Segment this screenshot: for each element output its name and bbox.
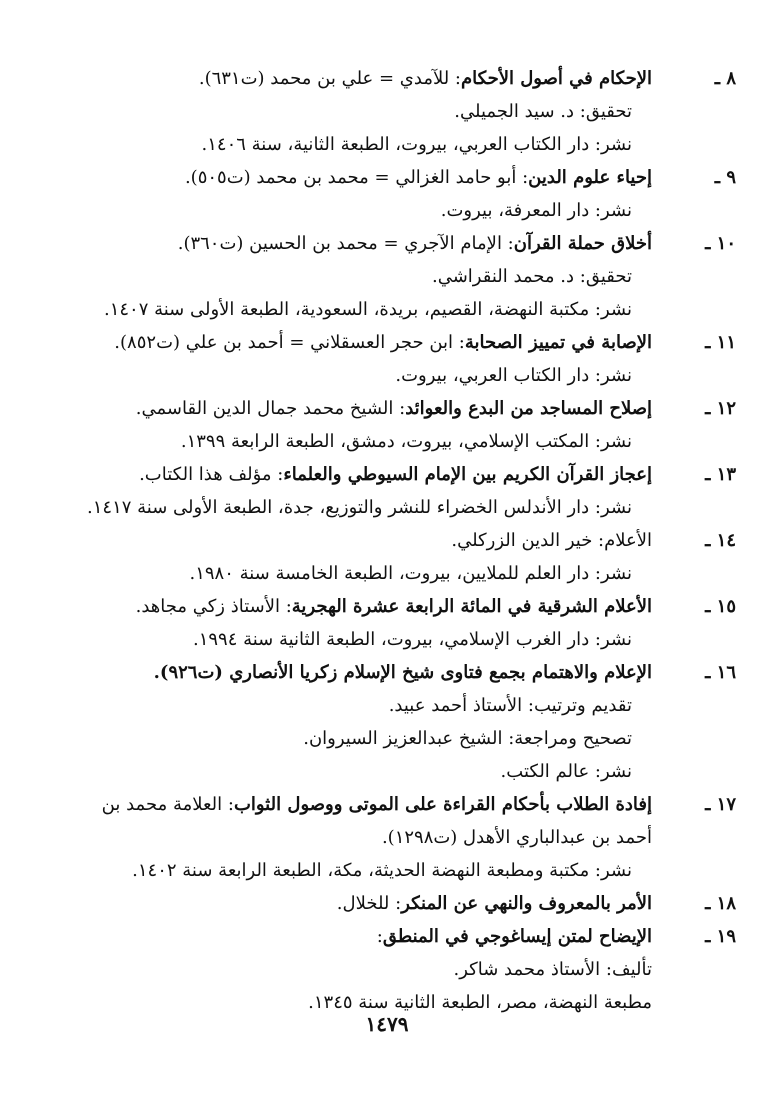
entry-number: ١١ ـ <box>705 332 736 353</box>
bibliography-entry-13 <box>0 458 774 524</box>
bibliography-entry-19 <box>0 920 774 1019</box>
bibliography-entry-15 <box>0 590 774 656</box>
entry-title: إصلاح المساجد من البدع والعوائد <box>405 398 652 419</box>
entry-title: الأمر بالمعروف والنهي عن المنكر <box>401 893 652 914</box>
bibliography-page <box>0 62 774 1019</box>
entry-title-continuation: أحمد بن عبدالباري الأهدل (ت١٢٩٨). <box>381 827 652 848</box>
entry-number: ٩ ـ <box>714 167 736 188</box>
entry-number: ١٦ ـ <box>705 662 736 683</box>
entry-detail: نشر: دار الغرب الإسلامي، بيروت، الطبعة الثانية سنة ١٩٩٤. <box>192 629 632 650</box>
entry-number: ١٥ ـ <box>705 596 736 617</box>
entry-title: إفادة الطلاب بأحكام القراءة على الموتى ووصول الثواب <box>233 794 652 815</box>
bibliography-entry-9 <box>0 161 774 227</box>
entry-title: الإعلام والاهتمام بجمع فتاوى شيخ الإسلام زكريا الأنصاري (ت٩٢٦). <box>153 662 652 683</box>
entry-author: : العلامة محمد بن <box>101 794 234 815</box>
entry-title: الإيضاح لمتن إيساغوجي في المنطق <box>382 926 652 947</box>
entry-number: ١٢ ـ <box>705 398 736 419</box>
entry-detail: تحقيق: د. محمد النقراشي. <box>431 266 632 287</box>
bibliography-entry-14 <box>0 524 774 590</box>
bibliography-entry-16 <box>0 656 774 788</box>
entry-author: : الإمام الآجري = محمد بن الحسين (ت٣٦٠). <box>177 233 514 254</box>
entry-detail: تحقيق: د. سيد الجميلي. <box>454 101 632 122</box>
entry-detail: نشر: مكتبة ومطبعة النهضة الحديثة، مكة، الطبعة الرابعة سنة ١٤٠٢. <box>132 860 632 881</box>
entry-detail: نشر: مكتبة النهضة، القصيم، بريدة، السعودية، الطبعة الأولى سنة ١٤٠٧. <box>103 299 632 320</box>
page-number: ١٤٧٩ <box>365 1012 409 1036</box>
bibliography-entry-12 <box>0 392 774 458</box>
entry-detail: نشر: دار العلم للملايين، بيروت، الطبعة الخامسة سنة ١٩٨٠. <box>189 563 632 584</box>
entry-detail: تقديم وترتيب: الأستاذ أحمد عبيد. <box>388 695 632 716</box>
entry-title: أخلاق حملة القرآن <box>513 233 652 254</box>
entry-author: : أبو حامد الغزالي = محمد بن محمد (ت٥٠٥). <box>184 167 529 188</box>
entry-detail: نشر: المكتب الإسلامي، بيروت، دمشق، الطبعة الرابعة ١٣٩٩. <box>180 431 632 452</box>
entry-detail: تصحيح ومراجعة: الشيخ عبدالعزيز السيروان. <box>303 728 632 749</box>
entry-author: : ابن حجر العسقلاني = أحمد بن علي (ت٨٥٢). <box>114 332 465 353</box>
bibliography-entry-11 <box>0 326 774 392</box>
entry-detail: مطبعة النهضة، مصر، الطبعة الثانية سنة ١٣٤٥. <box>308 992 652 1013</box>
bibliography-entry-17 <box>0 788 774 887</box>
entry-number: ٨ ـ <box>714 68 736 89</box>
entry-title: الإصابة في تمييز الصحابة <box>464 332 652 353</box>
bibliography-entry-18 <box>0 887 774 920</box>
entry-number: ١٤ ـ <box>705 530 736 551</box>
entry-number: ١٧ ـ <box>705 794 736 815</box>
entry-title: الأعلام الشرقية في المائة الرابعة عشرة الهجرية <box>291 596 652 617</box>
entry-detail: نشر: دار الكتاب العربي، بيروت، الطبعة الثانية، سنة ١٤٠٦. <box>201 134 632 155</box>
entry-title: إعجاز القرآن الكريم بين الإمام السيوطي والعلماء <box>283 464 652 485</box>
entry-detail: نشر: دار الأندلس الخضراء للنشر والتوزيع، جدة، الطبعة الأولى سنة ١٤١٧. <box>87 497 632 518</box>
entry-author: : الشيخ محمد جمال الدين القاسمي. <box>135 398 406 419</box>
entry-number: ١٩ ـ <box>705 926 736 947</box>
entry-detail: نشر: عالم الكتب. <box>500 761 632 782</box>
entry-number: ١٣ ـ <box>705 464 736 485</box>
entry-author: : للآمدي = علي بن محمد (ت٦٣١). <box>198 68 461 89</box>
entry-title: الإحكام في أصول الأحكام <box>461 68 652 89</box>
entry-author: الأعلام: خير الدين الزركلي. <box>451 530 652 551</box>
entry-author: : مؤلف هذا الكتاب. <box>139 464 284 485</box>
entry-detail: تأليف: الأستاذ محمد شاكر. <box>453 959 652 980</box>
bibliography-entry-8 <box>0 62 774 161</box>
entry-number: ١٨ ـ <box>705 893 736 914</box>
entry-detail: نشر: دار الكتاب العربي، بيروت. <box>395 365 632 386</box>
bibliography-entry-10 <box>0 227 774 326</box>
entry-author: : الأستاذ زكي مجاهد. <box>135 596 292 617</box>
entry-title: إحياء علوم الدين <box>528 167 652 188</box>
entry-author: : <box>376 926 383 947</box>
entry-number: ١٠ ـ <box>705 233 736 254</box>
entry-author: : للخلال. <box>336 893 402 914</box>
entry-detail: نشر: دار المعرفة، بيروت. <box>440 200 632 221</box>
